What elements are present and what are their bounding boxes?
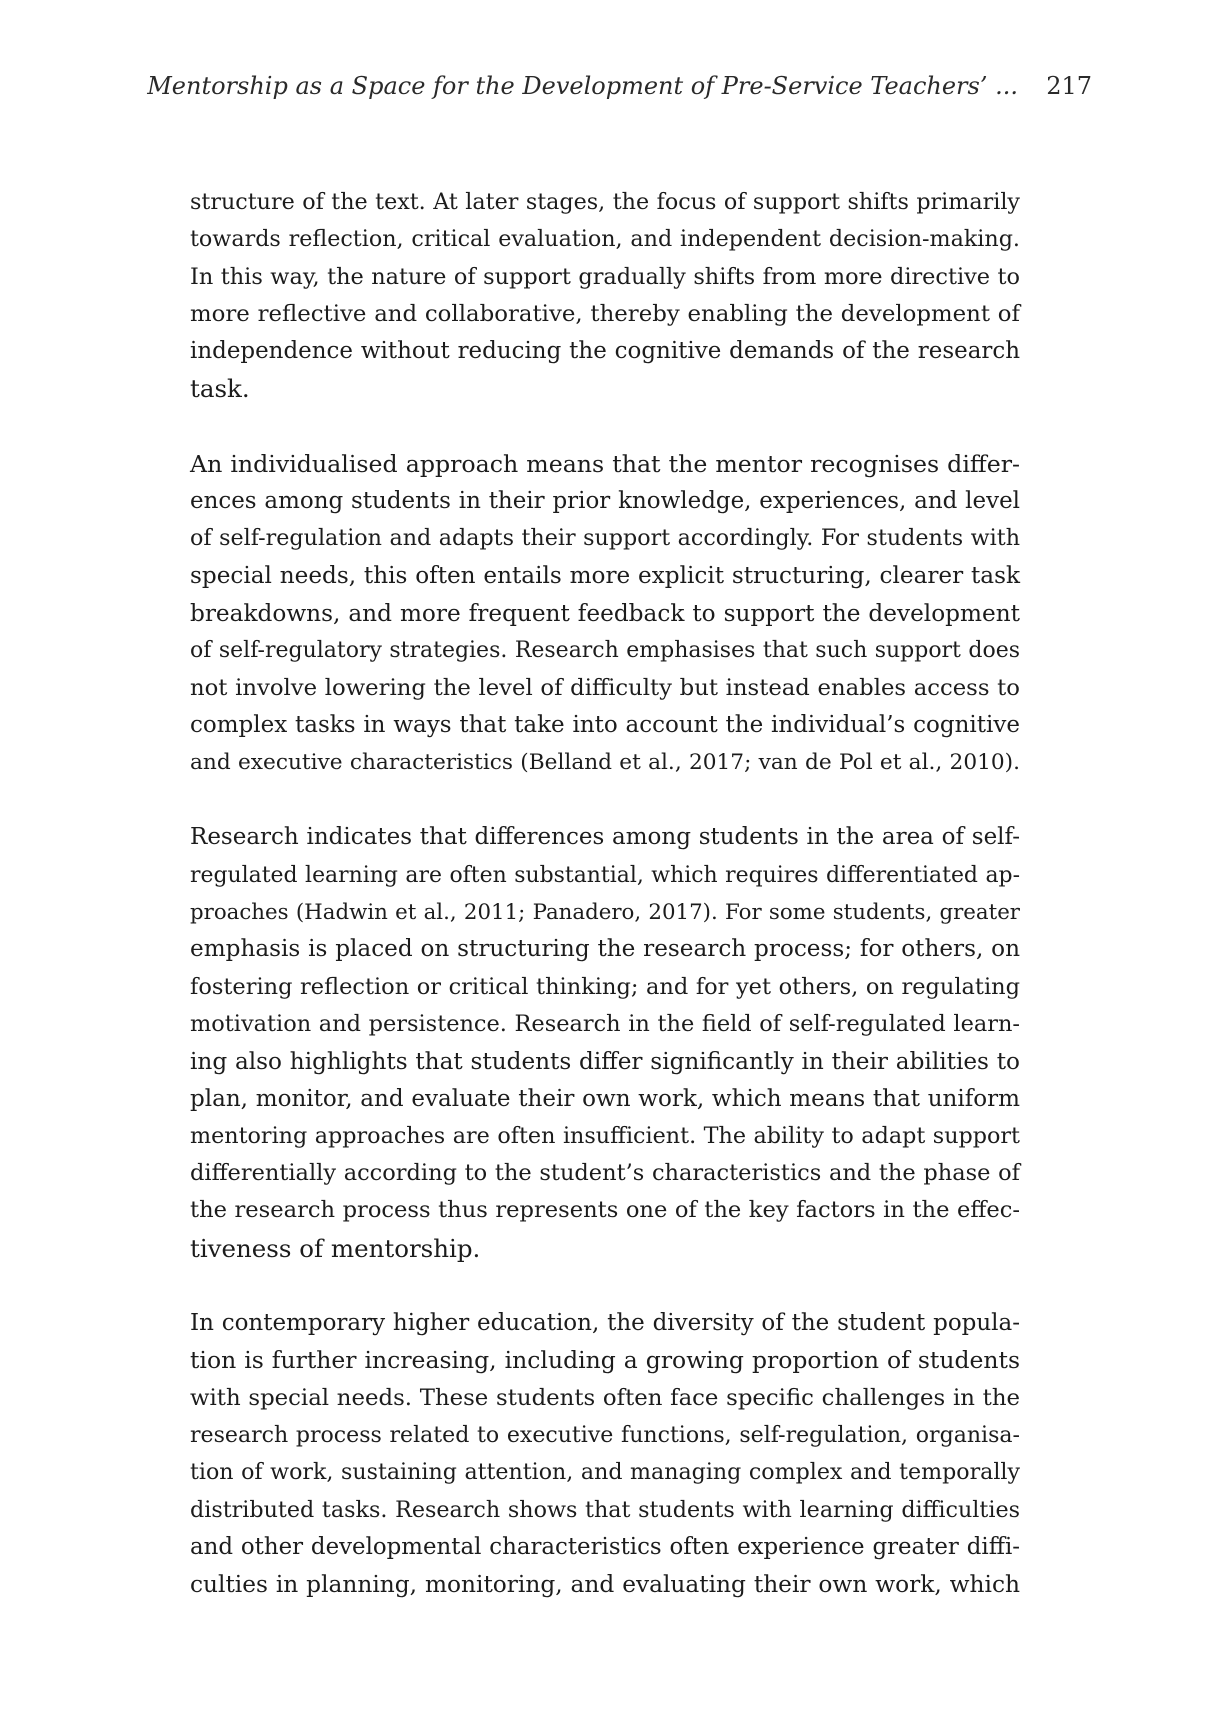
text-line: proaches (Hadwin et al., 2011; Panadero, 2017). For some students, greater — [190, 900, 1020, 926]
paragraph-2 — [190, 446, 1020, 782]
text-line: task. — [190, 374, 250, 404]
text-line: fostering reflection or critical thinking; and for yet others, on regulating — [190, 973, 1020, 1000]
body-text — [190, 184, 1020, 1641]
text-line: regulated learning are often substantial, which requires differentiated ap- — [190, 862, 1020, 888]
text-line: culties in planning, monitoring, and evaluating their own work, which — [190, 1571, 1020, 1599]
text-line: special needs, this often entails more explicit structuring, clearer task — [190, 562, 1020, 589]
text-line: In this way, the nature of support gradually shifts from more directive to — [190, 263, 1020, 290]
text-line: of self-regulatory strategies. Research emphasises that such support does — [190, 638, 1020, 664]
text-line: emphasis is placed on structuring the research process; for others, on — [190, 936, 1020, 963]
text-line: ences among students in their prior knowledge, experiences, and level — [190, 488, 1020, 515]
paragraph-3 — [190, 819, 1020, 1267]
text-line: independence without reducing the cognitive demands of the research — [190, 338, 1020, 365]
paragraph-1 — [190, 184, 1020, 408]
text-line: tiveness of mentorship. — [190, 1233, 481, 1263]
paragraph-4 — [190, 1305, 1020, 1603]
text-line: and executive characteristics (Belland et al., 2017; van de Pol et al., 2010). — [190, 750, 1020, 776]
running-head — [147, 66, 1092, 106]
text-line: breakdowns, and more frequent feedback to support the development — [190, 599, 1020, 627]
text-line: In contemporary higher education, the diversity of the student popula- — [190, 1310, 1020, 1337]
text-line: research process related to executive functions, self-regulation, organisa- — [190, 1422, 1020, 1448]
text-line: tion is further increasing, including a growing proportion of students — [190, 1346, 1020, 1375]
text-line: towards reflection, critical evaluation, and independent decision-making. — [190, 226, 1020, 253]
text-line: the research process thus represents one of the key factors in the effec- — [190, 1197, 1020, 1224]
text-line: An individualised approach means that the mentor recognises differ- — [190, 449, 1020, 478]
text-line: more reflective and collaborative, thereby enabling the development of — [190, 300, 1020, 327]
text-line: distributed tasks. Research shows that students with learning difficulties — [190, 1496, 1020, 1523]
text-line: of self-regulation and adapts their support accordingly. For students with — [190, 525, 1020, 552]
text-line: ing also highlights that students differ significantly in their abilities to — [190, 1048, 1020, 1076]
text-line: complex tasks in ways that take into account the individual’s cognitive — [190, 711, 1020, 738]
text-line: structure of the text. At later stages, the focus of support shifts primarily — [190, 189, 1020, 215]
text-line: Research indicates that differences among students in the area of self- — [190, 824, 1020, 851]
text-line: and other developmental characteristics often experience greater diffi- — [190, 1533, 1020, 1560]
text-line: differentially according to the student’s characteristics and the phase of — [190, 1160, 1020, 1187]
text-line: motivation and persistence. Research in the field of self-regulated learn- — [190, 1010, 1020, 1037]
text-line: tion of work, sustaining attention, and managing complex and temporally — [190, 1459, 1020, 1486]
text-line: plan, monitor, and evaluate their own work, which means that uniform — [190, 1085, 1020, 1112]
text-line: not involve lowering the level of difficulty but instead enables access to — [190, 674, 1020, 701]
page-number: 217 — [1046, 72, 1092, 100]
running-title: Mentorship as a Space for the Development of Pre-Service Teachers’ ... — [147, 72, 1018, 100]
text-line: mentoring approaches are often insufficient. The ability to adapt support — [190, 1122, 1020, 1149]
text-line: with special needs. These students often face specific challenges in the — [190, 1384, 1020, 1411]
